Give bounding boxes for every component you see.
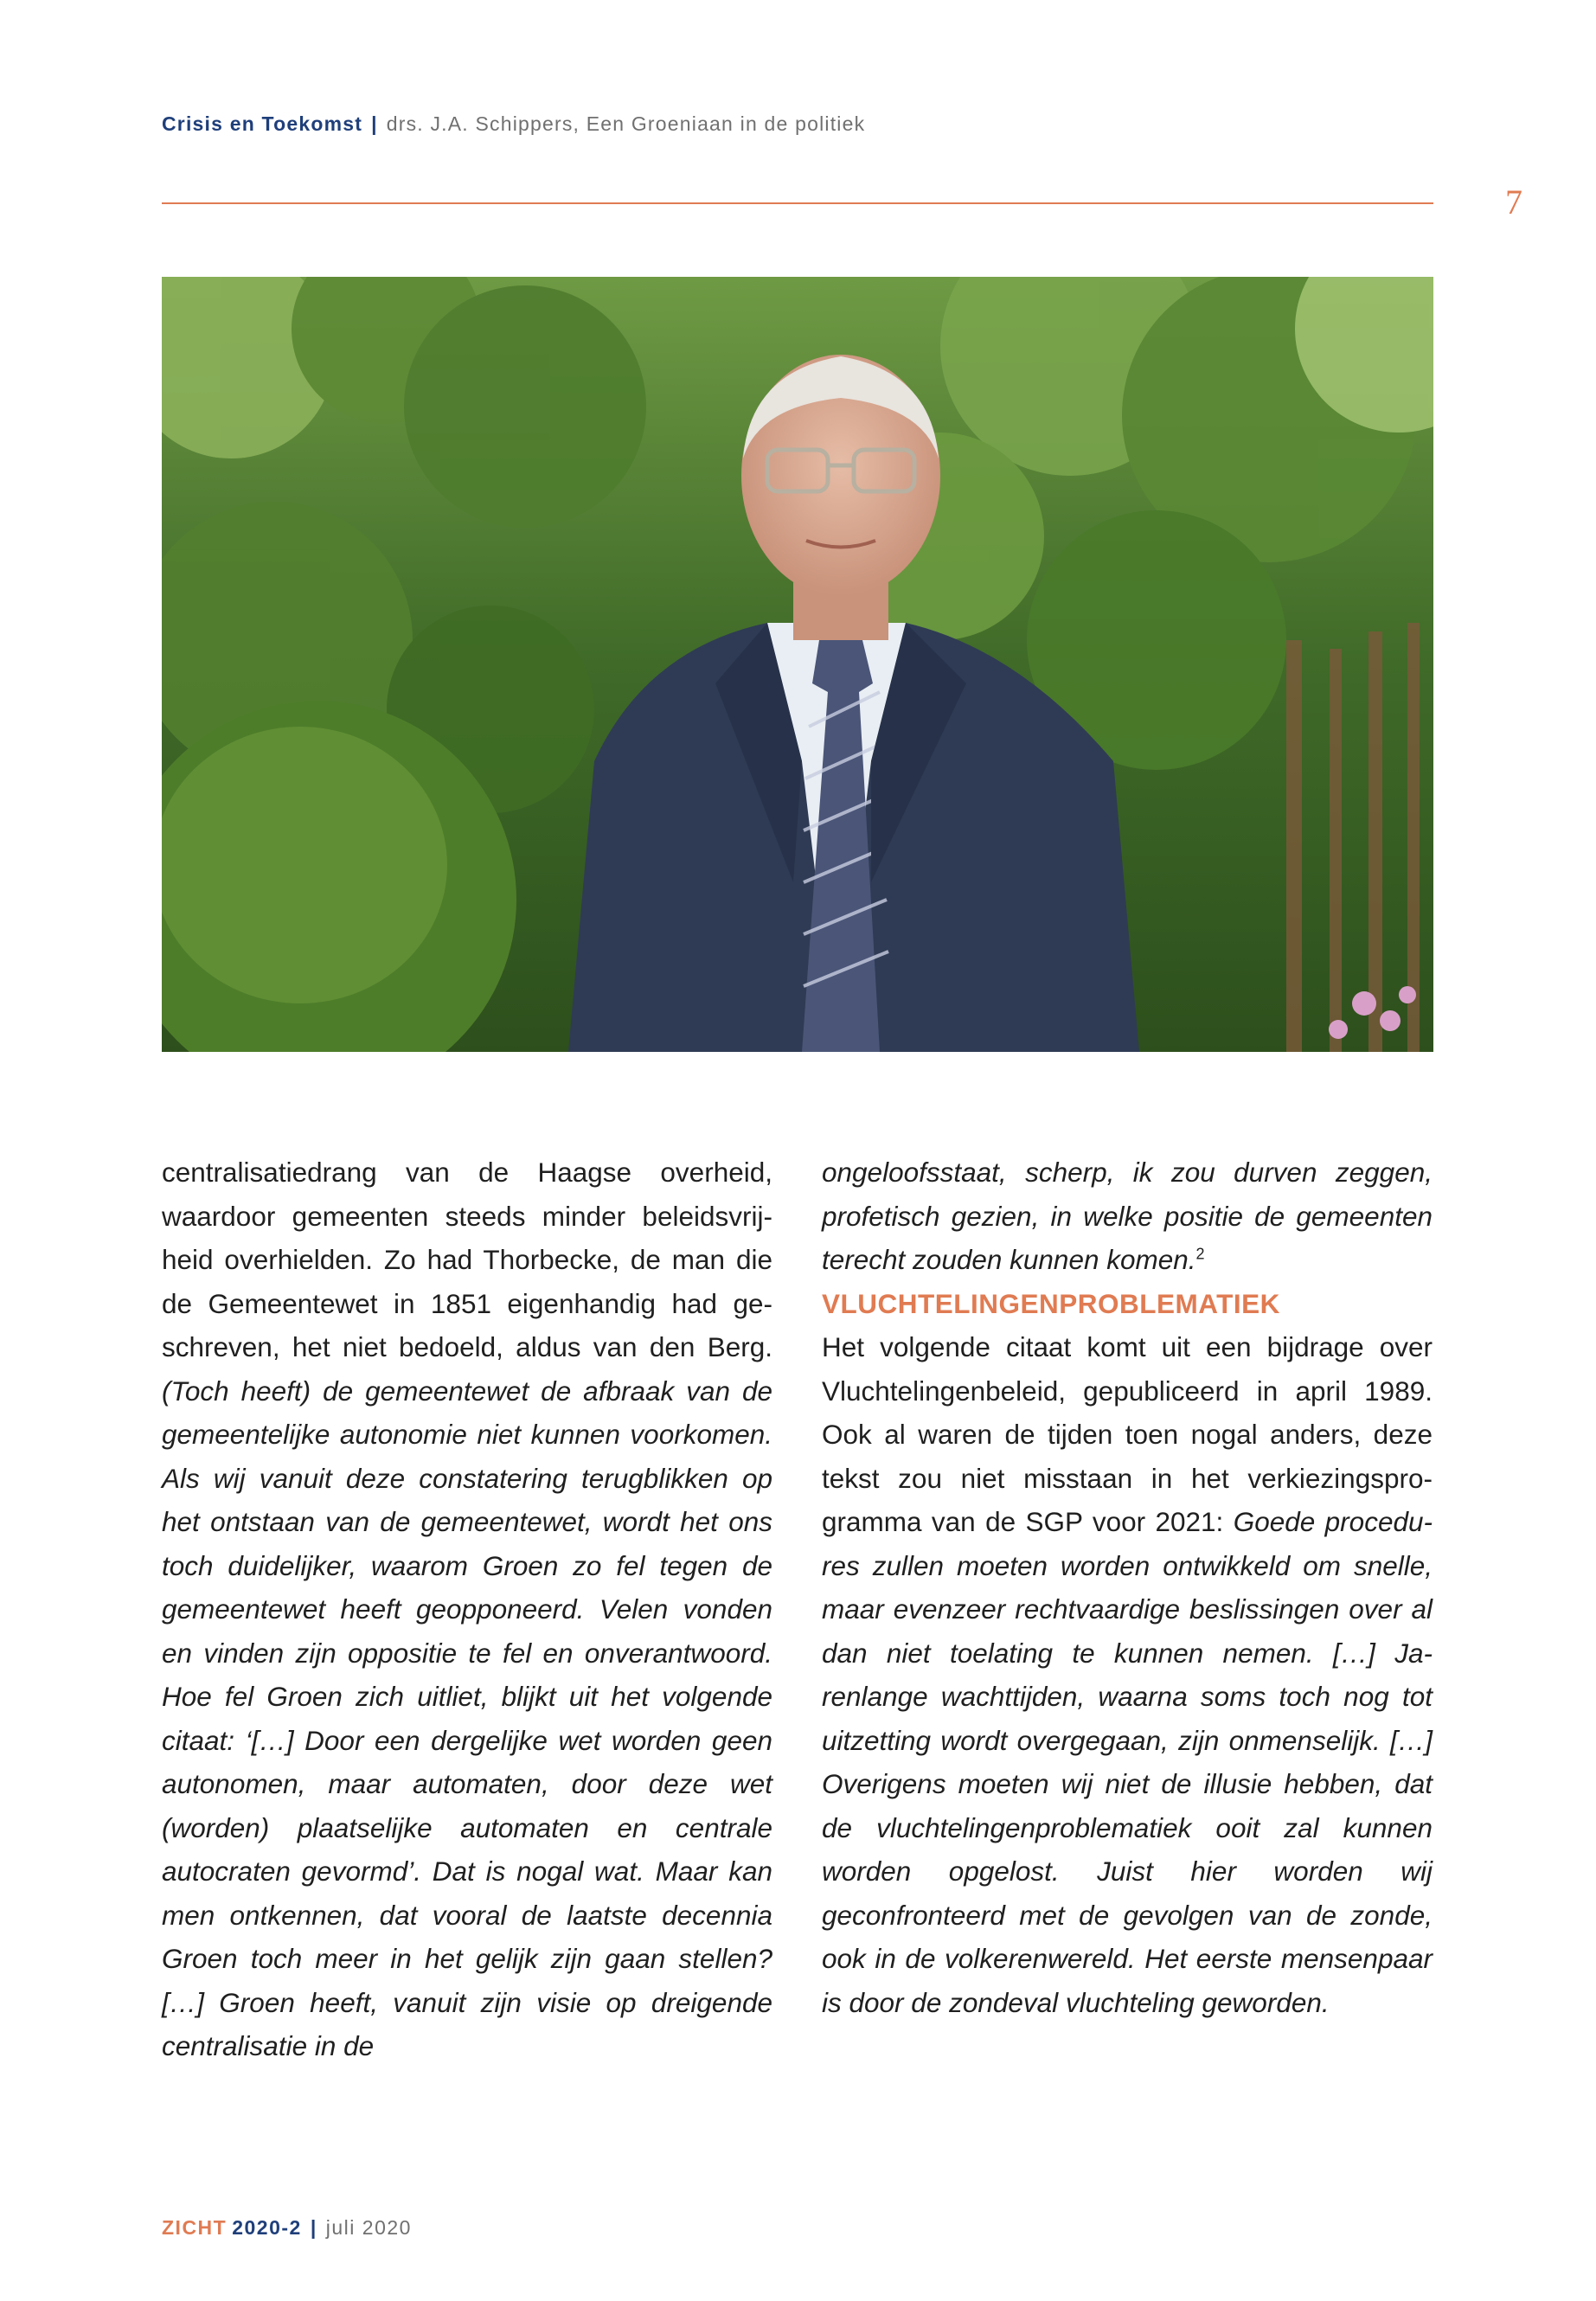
right-intro-quote: ongeloofsstaat, scherp, ik zou durven zeggen, profetisch gezien, in welke positie de gemeenten terecht zouden kunnen komen. xyxy=(822,1157,1433,1275)
section-text-quote: Goede procedures zullen moeten worden ontwikkeld om snelle, maar evenzeer rechtvaardige beslissingen over al dan niet toelating te kunnen nemen. […] Jarenlange wachttijden, waarna soms toch nog tot uitzetting wordt overgegaan, zijn onmenselijk. […] Overigens moeten wij niet de illusie hebben, dat de vluchtelingenproblematiek ooit zal kunnen worden opgelost. Juist hier worden wij geconfronteerd met de gevolgen van de zonde, ook in de volkerenwereld. Het eerste mensenpaar is door de zondeval vluchteling geworden. xyxy=(822,1506,1433,2018)
section-heading: VLUCHTELINGENPROBLEMATIEK xyxy=(822,1287,1280,1319)
footer-separator: | xyxy=(310,2216,317,2239)
running-footer xyxy=(162,2216,412,2240)
body-column-right xyxy=(822,1150,1433,2024)
body-column-left xyxy=(162,1150,772,2068)
header-rule xyxy=(162,202,1433,204)
issue-date: juli 2020 xyxy=(325,2216,412,2239)
article-subtitle: drs. J.A. Schippers, Een Groeniaan in de politiek xyxy=(386,112,866,135)
page-number: 7 xyxy=(1505,183,1522,221)
left-text-quote: (Toch heeft) de gemeentewet de afbraak van de gemeentelijke autonomie niet kunnen voorkomen. Als wij vanuit deze constatering terugblikken op het ontstaan van de gemeentewet, wordt het ons toch duidelijker, waarom Groen zo fel tegen de gemeentewet heeft geopponeerd. Velen vonden en vinden zijn oppositie te fel en onverantwoord. Hoe fel Groen zich uitliet, blijkt uit het volgende citaat: ‘[…] Door een dergelijke wet worden geen autonomen, maar automaten, door deze wet (worden) plaatselijke automaten en centrale autocraten gevormd’. Dat is nogal wat. Maar kan men ontkennen, dat vooral de laatste decennia Groen toch meer in het gelijk zijn gaan stellen? […] Groen heeft, vanuit zijn visie op dreigende centralisatie in de xyxy=(162,1375,772,2061)
header-separator: | xyxy=(371,112,378,135)
series-title: Crisis en Toekomst xyxy=(162,112,363,135)
issue-number: 2020-2 xyxy=(232,2216,302,2239)
magazine-name: ZICHT xyxy=(162,2216,228,2239)
paragraph-section-body xyxy=(822,1325,1433,2024)
paragraph-right-intro xyxy=(822,1150,1433,1282)
running-header xyxy=(162,112,865,136)
footnote-marker: 2 xyxy=(1195,1245,1205,1263)
paragraph-left xyxy=(162,1150,772,2068)
portrait-photo xyxy=(162,277,1433,1052)
left-text-roman: centralisatiedrang van de Haagse overheid, waardoor gemeenten steeds minder beleidsvrijheid overhielden. Zo had Thorbecke, de man die de Gemeentewet in 1851 eigenhandig had geschreven, het niet bedoeld, aldus van den Berg. xyxy=(162,1157,772,1362)
section-text-roman: Het volgende citaat komt uit een bijdrage over Vluchtelingenbeleid, gepubliceerd in april 1989. Ook al waren de tijden toen nogal anders, deze tekst zou niet misstaan in het verkiezingsprogramma van de SGP voor 2021: xyxy=(822,1331,1433,1537)
